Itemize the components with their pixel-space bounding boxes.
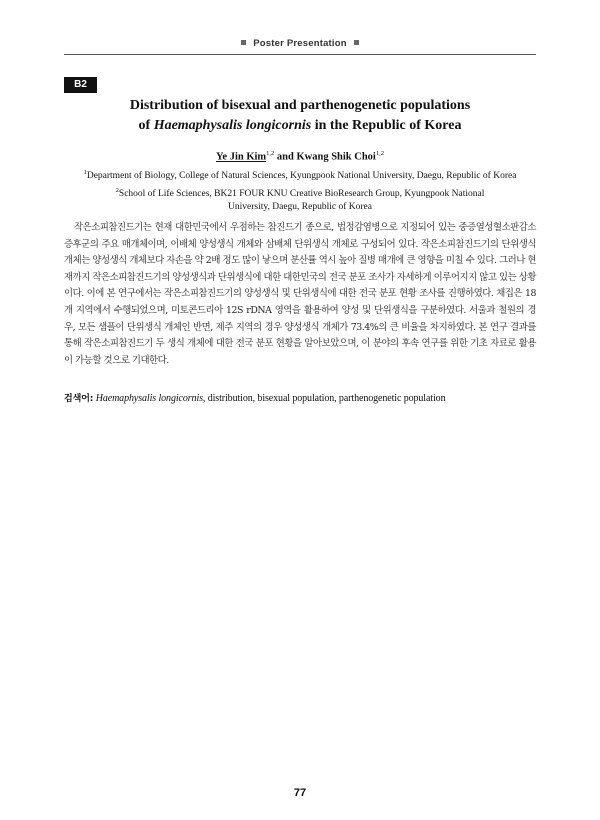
header-divider — [64, 54, 536, 55]
author-line — [64, 150, 536, 163]
affiliation-2-mark: 2 — [115, 186, 119, 194]
species-name: Haemaphysalis longicornis — [153, 118, 312, 133]
author2-affiliation-mark: 1,2 — [375, 150, 384, 157]
author1-affiliation-mark: 1,2 — [266, 150, 275, 157]
author-connector: and — [274, 151, 297, 163]
keyword-rest: , distribution, bisexual population, parthenogenetic population — [202, 393, 446, 404]
title-suffix: in the Republic of Korea — [311, 118, 462, 133]
square-bullet-icon — [354, 40, 359, 45]
abstract-id-badge: B2 — [64, 77, 97, 93]
affiliation-2-text: School of Life Sciences, BK21 FOUR KNU Creative BioResearch Group, Kyungpook National University, Daegu, Republic of Korea — [118, 188, 485, 213]
abstract-body: 작은소피참진드기는 현재 대한민국에서 우점하는 참진드기 종으로, 법정감염병으로 지정되어 있는 중증열성혈소판감소증후군의 주요 매개체이며, 이배체 양성생식 개체와 삼배체 단위생식 개체로 구성되어 있다. 작은소피참진드기의 단위생식 개체는 양성생식 개체보다 자손을 약 2배 정도 많이 낳으며 분산률 역시 높아 질병 매개에 큰 영향을 미칠 수 있다. 그러나 현재까지 작은소피참진드기의 양성생식과 단위생식에 대한 대한민국의 전국 분포 조사가 자세하게 이루어지지 않고 있는 상황이다. 이에 본 연구에서는 작은소피참진드기의 양성생식 및 단위생식에 대한 전국 분포 현황 조사를 진행하였다. 채집은 18개 지역에서 수행되었으며, 미토콘드리아 12S rDNA 영역을 활용하여 양성 및 단위생식을 구분하였다. 서울과 철원의 경우, 모든 샘플이 단위생식 개체인 반면, 제주 지역의 경우 양성생식 개체가 73.4%의 큰 비율을 차지하였다. 본 연구 결과를 통해 작은소피참진드기 두 생식 개체에 대한 전국 분포 현황을 알아보았으며, 이 분야의 후속 연구를 위한 기초 자료로 활용이 가능할 것으로 기대한다. — [64, 222, 536, 366]
affiliation-1-text: Department of Biology, College of Natural Sciences, Kyungpook National University, Daegu, Republic of Korea — [86, 171, 517, 182]
title-prefix: of — [138, 118, 154, 133]
paper-title — [64, 96, 536, 136]
keyword-species: Haemaphysalis longicornis — [95, 393, 203, 404]
affiliation-1-mark: 1 — [83, 169, 87, 176]
keywords-label: 검색어: — [64, 394, 94, 404]
affiliation-2 — [64, 184, 536, 215]
affiliations — [64, 166, 536, 215]
title-line-1: Distribution of bisexual and parthenogenetic populations — [129, 98, 471, 113]
title-line-2 — [64, 116, 536, 136]
page-number: 77 — [293, 787, 307, 799]
affiliation-1 — [64, 166, 536, 184]
presenting-author: Ye Jin Kim — [216, 151, 267, 163]
keywords — [64, 391, 536, 404]
square-bullet-icon — [241, 40, 246, 45]
corresponding-author: Kwang Shik Choi — [296, 151, 376, 163]
section-header-label: Poster Presentation — [253, 38, 347, 49]
section-header — [0, 38, 600, 49]
